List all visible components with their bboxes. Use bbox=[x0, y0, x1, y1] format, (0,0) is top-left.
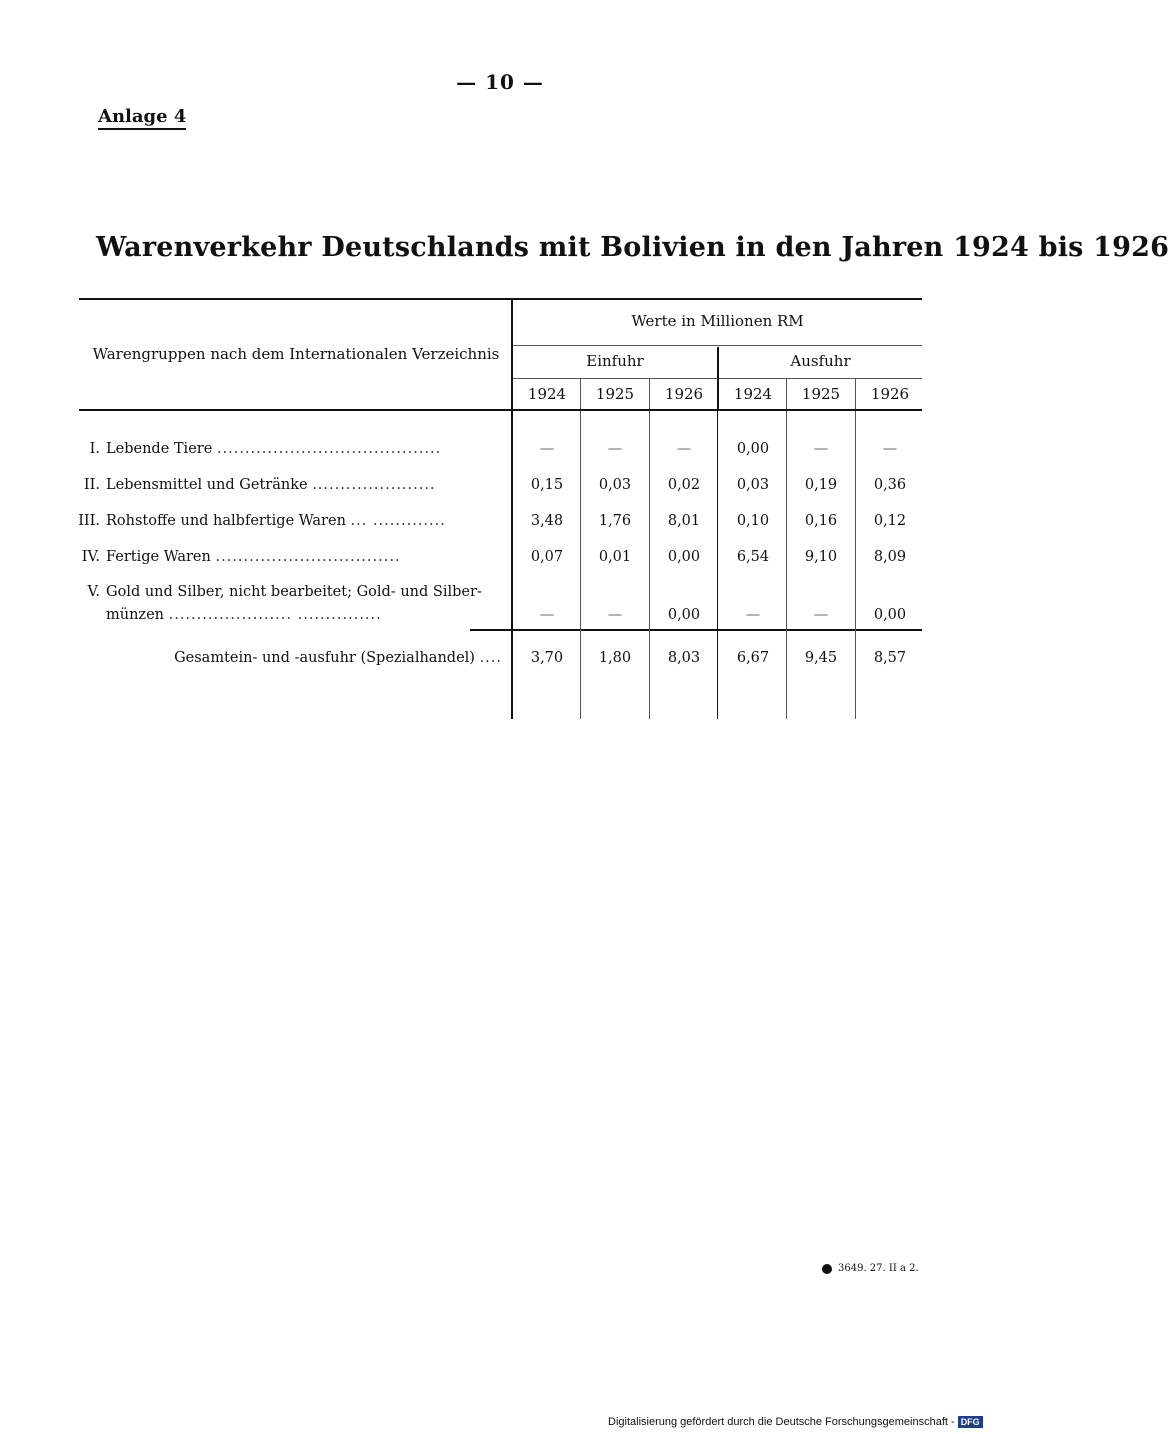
print-code bbox=[822, 1263, 919, 1274]
year-header: 1924 bbox=[527, 385, 567, 403]
table-cell: — bbox=[607, 607, 623, 623]
table-cell: — bbox=[882, 441, 898, 457]
row-dots: ...................... ............... bbox=[168, 607, 382, 623]
year-header: 1925 bbox=[801, 385, 841, 403]
table-cell: 3,48 bbox=[530, 513, 564, 529]
table-cell: 8,09 bbox=[873, 549, 907, 565]
table-cell: 0,00 bbox=[667, 607, 701, 623]
row-dots: ........................................ bbox=[216, 441, 442, 457]
table-cell: 0,03 bbox=[598, 477, 632, 493]
table-cell: 0,02 bbox=[667, 477, 701, 493]
total-cell: 8,03 bbox=[667, 650, 701, 666]
table-cell: — bbox=[813, 607, 829, 623]
table-cell: 0,00 bbox=[736, 441, 770, 457]
values-header: Werte in Millionen RM bbox=[631, 312, 804, 330]
table-cell: 0,16 bbox=[804, 513, 838, 529]
column-divider bbox=[649, 411, 650, 719]
digitization-text: Digitalisierung gefördert durch die Deutsche Forschungsgemeinschaft - bbox=[608, 1416, 955, 1428]
table-cell: — bbox=[539, 607, 555, 623]
row-dots: .... bbox=[479, 650, 502, 666]
table-cell: 0,15 bbox=[530, 477, 564, 493]
table-top-rule bbox=[79, 298, 922, 300]
row-roman: II. bbox=[83, 477, 100, 493]
column-divider bbox=[717, 411, 718, 719]
table-cell: 0,10 bbox=[736, 513, 770, 529]
year-header: 1926 bbox=[664, 385, 704, 403]
row-label: Fertige Waren bbox=[106, 549, 211, 565]
table-cell: 0,00 bbox=[667, 549, 701, 565]
row-roman: V. bbox=[87, 584, 100, 600]
table-row-label bbox=[60, 513, 502, 529]
table-cell: 8,01 bbox=[667, 513, 701, 529]
table-cell: 0,19 bbox=[804, 477, 838, 493]
total-row-label bbox=[140, 650, 502, 666]
row-label: Rohstoffe und halbfertige Waren bbox=[106, 513, 346, 529]
table-cell: 6,54 bbox=[736, 549, 770, 565]
group-header: Warengruppen nach dem Internationalen Verzeichnis bbox=[92, 345, 500, 363]
row-label: Lebensmittel und Getränke bbox=[106, 477, 308, 493]
row-label-2: münzen bbox=[106, 607, 164, 623]
table-row-label bbox=[60, 477, 502, 493]
printer-logo-icon bbox=[822, 1264, 832, 1274]
values-header-rule bbox=[513, 345, 922, 346]
table-cell: 9,10 bbox=[804, 549, 838, 565]
year-header: 1925 bbox=[595, 385, 635, 403]
table-row-label bbox=[60, 584, 502, 600]
total-cell: 9,45 bbox=[804, 650, 838, 666]
column-divider bbox=[786, 411, 787, 719]
print-code-text: 3649. 27. II a 2. bbox=[838, 1263, 919, 1274]
column-divider bbox=[580, 411, 581, 719]
row-dots: ...................... bbox=[312, 477, 436, 493]
row-label: Lebende Tiere bbox=[106, 441, 213, 457]
row-roman: I. bbox=[89, 441, 100, 457]
row-dots: ... ............. bbox=[350, 513, 446, 529]
table-cell: — bbox=[745, 607, 761, 623]
table-cell: 0,12 bbox=[873, 513, 907, 529]
table-row-label bbox=[60, 549, 502, 565]
table-cell: 0,00 bbox=[873, 607, 907, 623]
table-cell: 1,76 bbox=[598, 513, 632, 529]
total-cell: 6,67 bbox=[736, 650, 770, 666]
total-cell: 8,57 bbox=[873, 650, 907, 666]
page-title: Warenverkehr Deutschlands mit Bolivien in den Jahren 1924 bis 1926 bbox=[96, 232, 1169, 263]
table-cell: — bbox=[676, 441, 692, 457]
table-cell: 0,03 bbox=[736, 477, 770, 493]
header-bottom-rule bbox=[79, 409, 922, 411]
row-roman: III. bbox=[78, 513, 100, 529]
digitization-note bbox=[608, 1416, 983, 1428]
table-cell: — bbox=[539, 441, 555, 457]
year-header: 1924 bbox=[733, 385, 773, 403]
table-cell: 0,07 bbox=[530, 549, 564, 565]
total-cell: 1,80 bbox=[598, 650, 632, 666]
dfg-badge: DFG bbox=[958, 1416, 983, 1428]
annex-label: Anlage 4 bbox=[98, 106, 186, 130]
table-cell: — bbox=[813, 441, 829, 457]
total-label: Gesamtein- und -ausfuhr (Spezialhandel) bbox=[174, 650, 475, 666]
total-cell: 3,70 bbox=[530, 650, 564, 666]
year-header: 1926 bbox=[870, 385, 910, 403]
row-label: Gold und Silber, nicht bearbeitet; Gold- und Silber- bbox=[106, 584, 482, 600]
import-header: Einfuhr bbox=[586, 352, 644, 370]
page-number: — 10 — bbox=[456, 70, 544, 94]
row-dots: ................................. bbox=[215, 549, 401, 565]
table-row-label bbox=[60, 441, 502, 457]
table-cell: — bbox=[607, 441, 623, 457]
row-roman: IV. bbox=[81, 549, 100, 565]
table-cell: 0,01 bbox=[598, 549, 632, 565]
table-cell: 0,36 bbox=[873, 477, 907, 493]
column-divider bbox=[855, 411, 856, 719]
table-row-label-continuation bbox=[106, 607, 502, 623]
export-header: Ausfuhr bbox=[790, 352, 851, 370]
